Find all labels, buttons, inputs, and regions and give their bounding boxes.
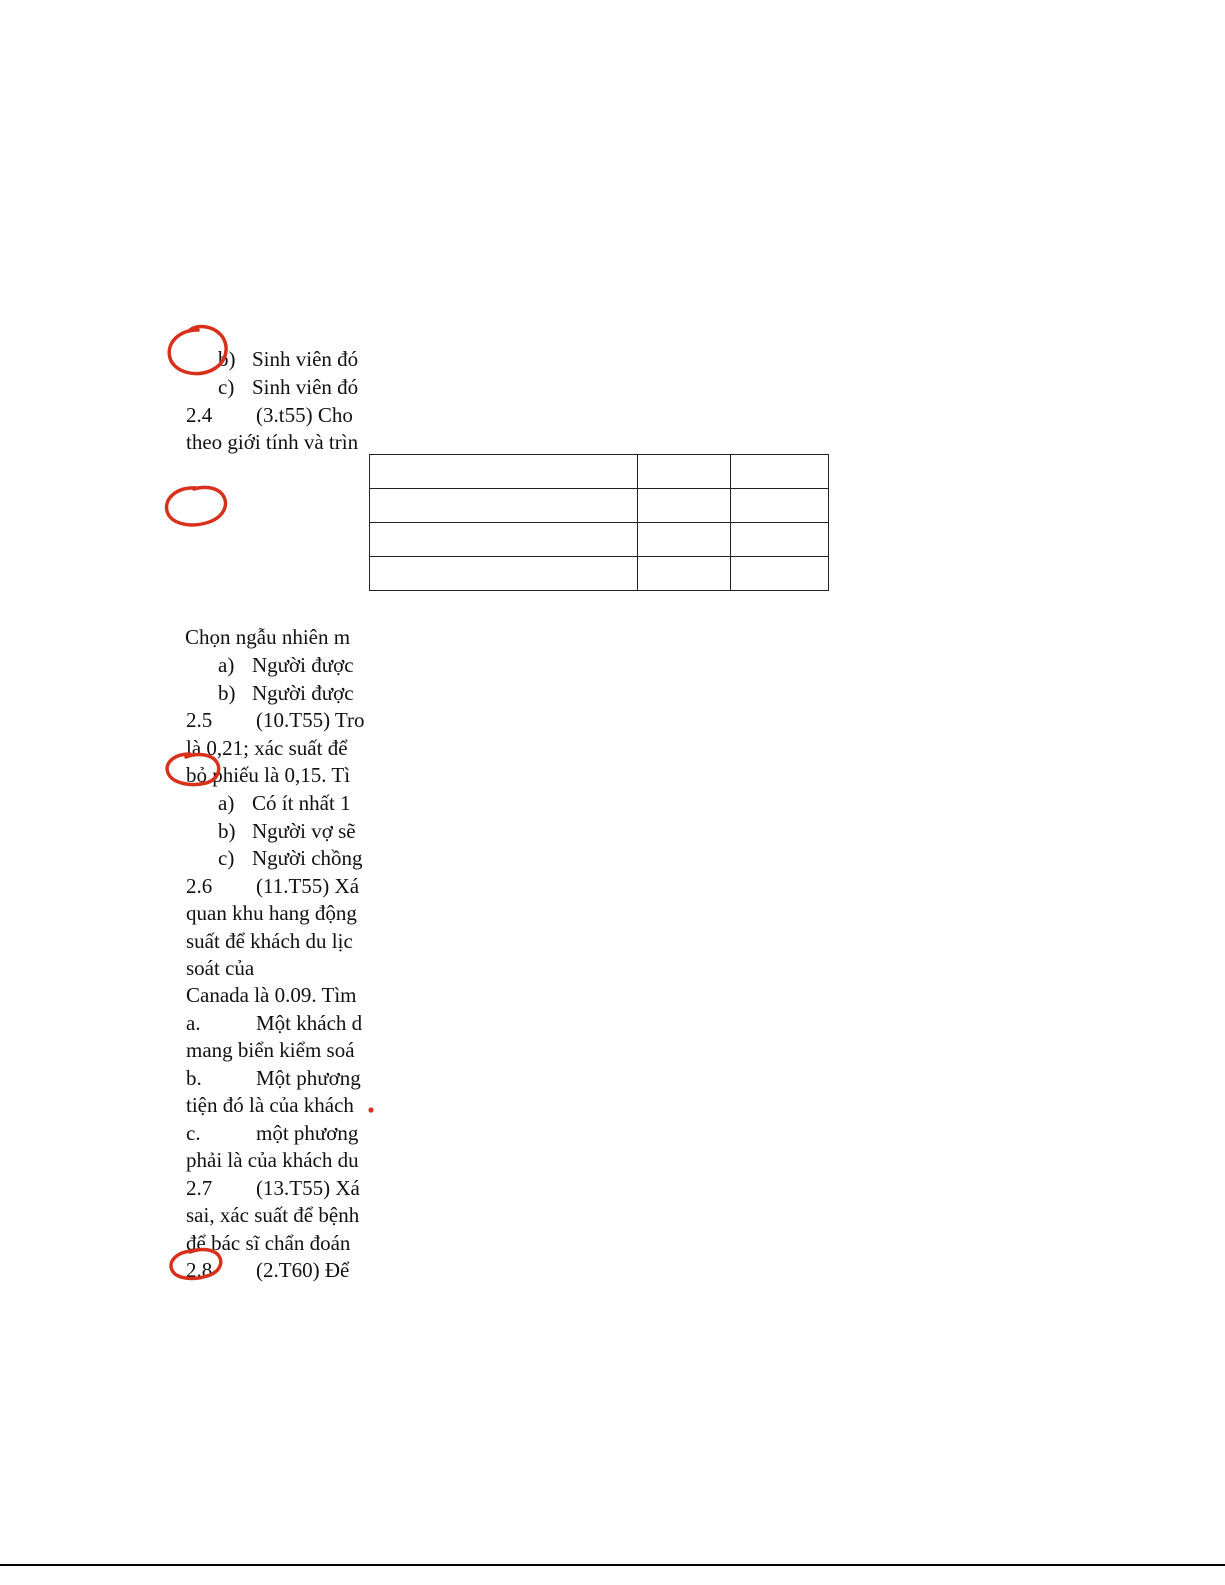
circle-mark xyxy=(169,327,226,374)
paragraph-text: Canada là 0.09. Tìm xyxy=(186,983,357,1007)
item-text: Một phương xyxy=(256,1066,361,1090)
exercise-number: 2.5 xyxy=(186,708,213,732)
paragraph-text: quan khu hang động xyxy=(186,901,357,925)
item-marker: c. xyxy=(186,1121,201,1145)
exercise-text: (11.T55) Xá xyxy=(256,874,360,898)
item-marker: b) xyxy=(218,347,236,371)
paragraph-text: suất để khách du lịc xyxy=(186,929,353,953)
item-text: Một khách d xyxy=(256,1011,363,1035)
dot-mark xyxy=(368,1107,373,1112)
exercise-text: (10.T55) Tro xyxy=(256,708,365,732)
item-text: Người được xyxy=(252,681,354,705)
paragraph-text: soát của xyxy=(186,956,255,980)
exercise-text: (13.T55) Xá xyxy=(256,1176,360,1200)
item-text: một phương xyxy=(256,1121,359,1145)
item-text: Người được xyxy=(252,653,354,677)
exercise-number: 2.8 xyxy=(186,1258,213,1282)
item-marker: a) xyxy=(218,791,235,815)
circle-mark xyxy=(167,754,219,785)
paragraph-text: tiện đó là của khách xyxy=(186,1093,354,1117)
paragraph-text: mang biển kiểm soá xyxy=(186,1038,355,1062)
exercise-text: (3.t55) Cho xyxy=(256,403,353,427)
circle-mark xyxy=(167,487,226,525)
paragraph-text: theo giới tính và trìn xyxy=(186,430,359,454)
item-marker: c) xyxy=(218,846,235,870)
item-marker: b) xyxy=(218,681,236,705)
item-text: Sinh viên đó xyxy=(252,347,359,371)
paragraph-text: là 0,21; xác suất để xyxy=(186,736,348,760)
paragraph-text: bỏ phiếu là 0,15. Tì xyxy=(186,763,351,787)
item-marker: c) xyxy=(218,375,235,399)
exercise-number: 2.4 xyxy=(186,403,213,427)
item-text: Có ít nhất 1 xyxy=(252,791,351,815)
item-marker: b) xyxy=(218,819,236,843)
item-text: Sinh viên đó xyxy=(252,375,359,399)
item-marker: a. xyxy=(186,1011,201,1035)
item-text: Người vợ sẽ xyxy=(252,819,356,843)
circle-mark xyxy=(171,1249,221,1278)
paragraph-text: sai, xác suất để bệnh xyxy=(186,1203,360,1227)
item-text: Người chồng xyxy=(252,846,363,870)
item-marker: b. xyxy=(186,1066,202,1090)
item-marker: a) xyxy=(218,653,235,677)
exercise-text: (2.T60) Để xyxy=(256,1258,350,1282)
exercise-number: 2.7 xyxy=(186,1176,213,1200)
paragraph-text: để bác sĩ chẩn đoán xyxy=(186,1231,351,1255)
page-bottom-rule xyxy=(0,1564,1225,1566)
exercise-number: 2.6 xyxy=(186,874,213,898)
paragraph-text: Chọn ngẫu nhiên m xyxy=(185,625,351,649)
paragraph-text: phải là của khách du xyxy=(186,1148,359,1172)
